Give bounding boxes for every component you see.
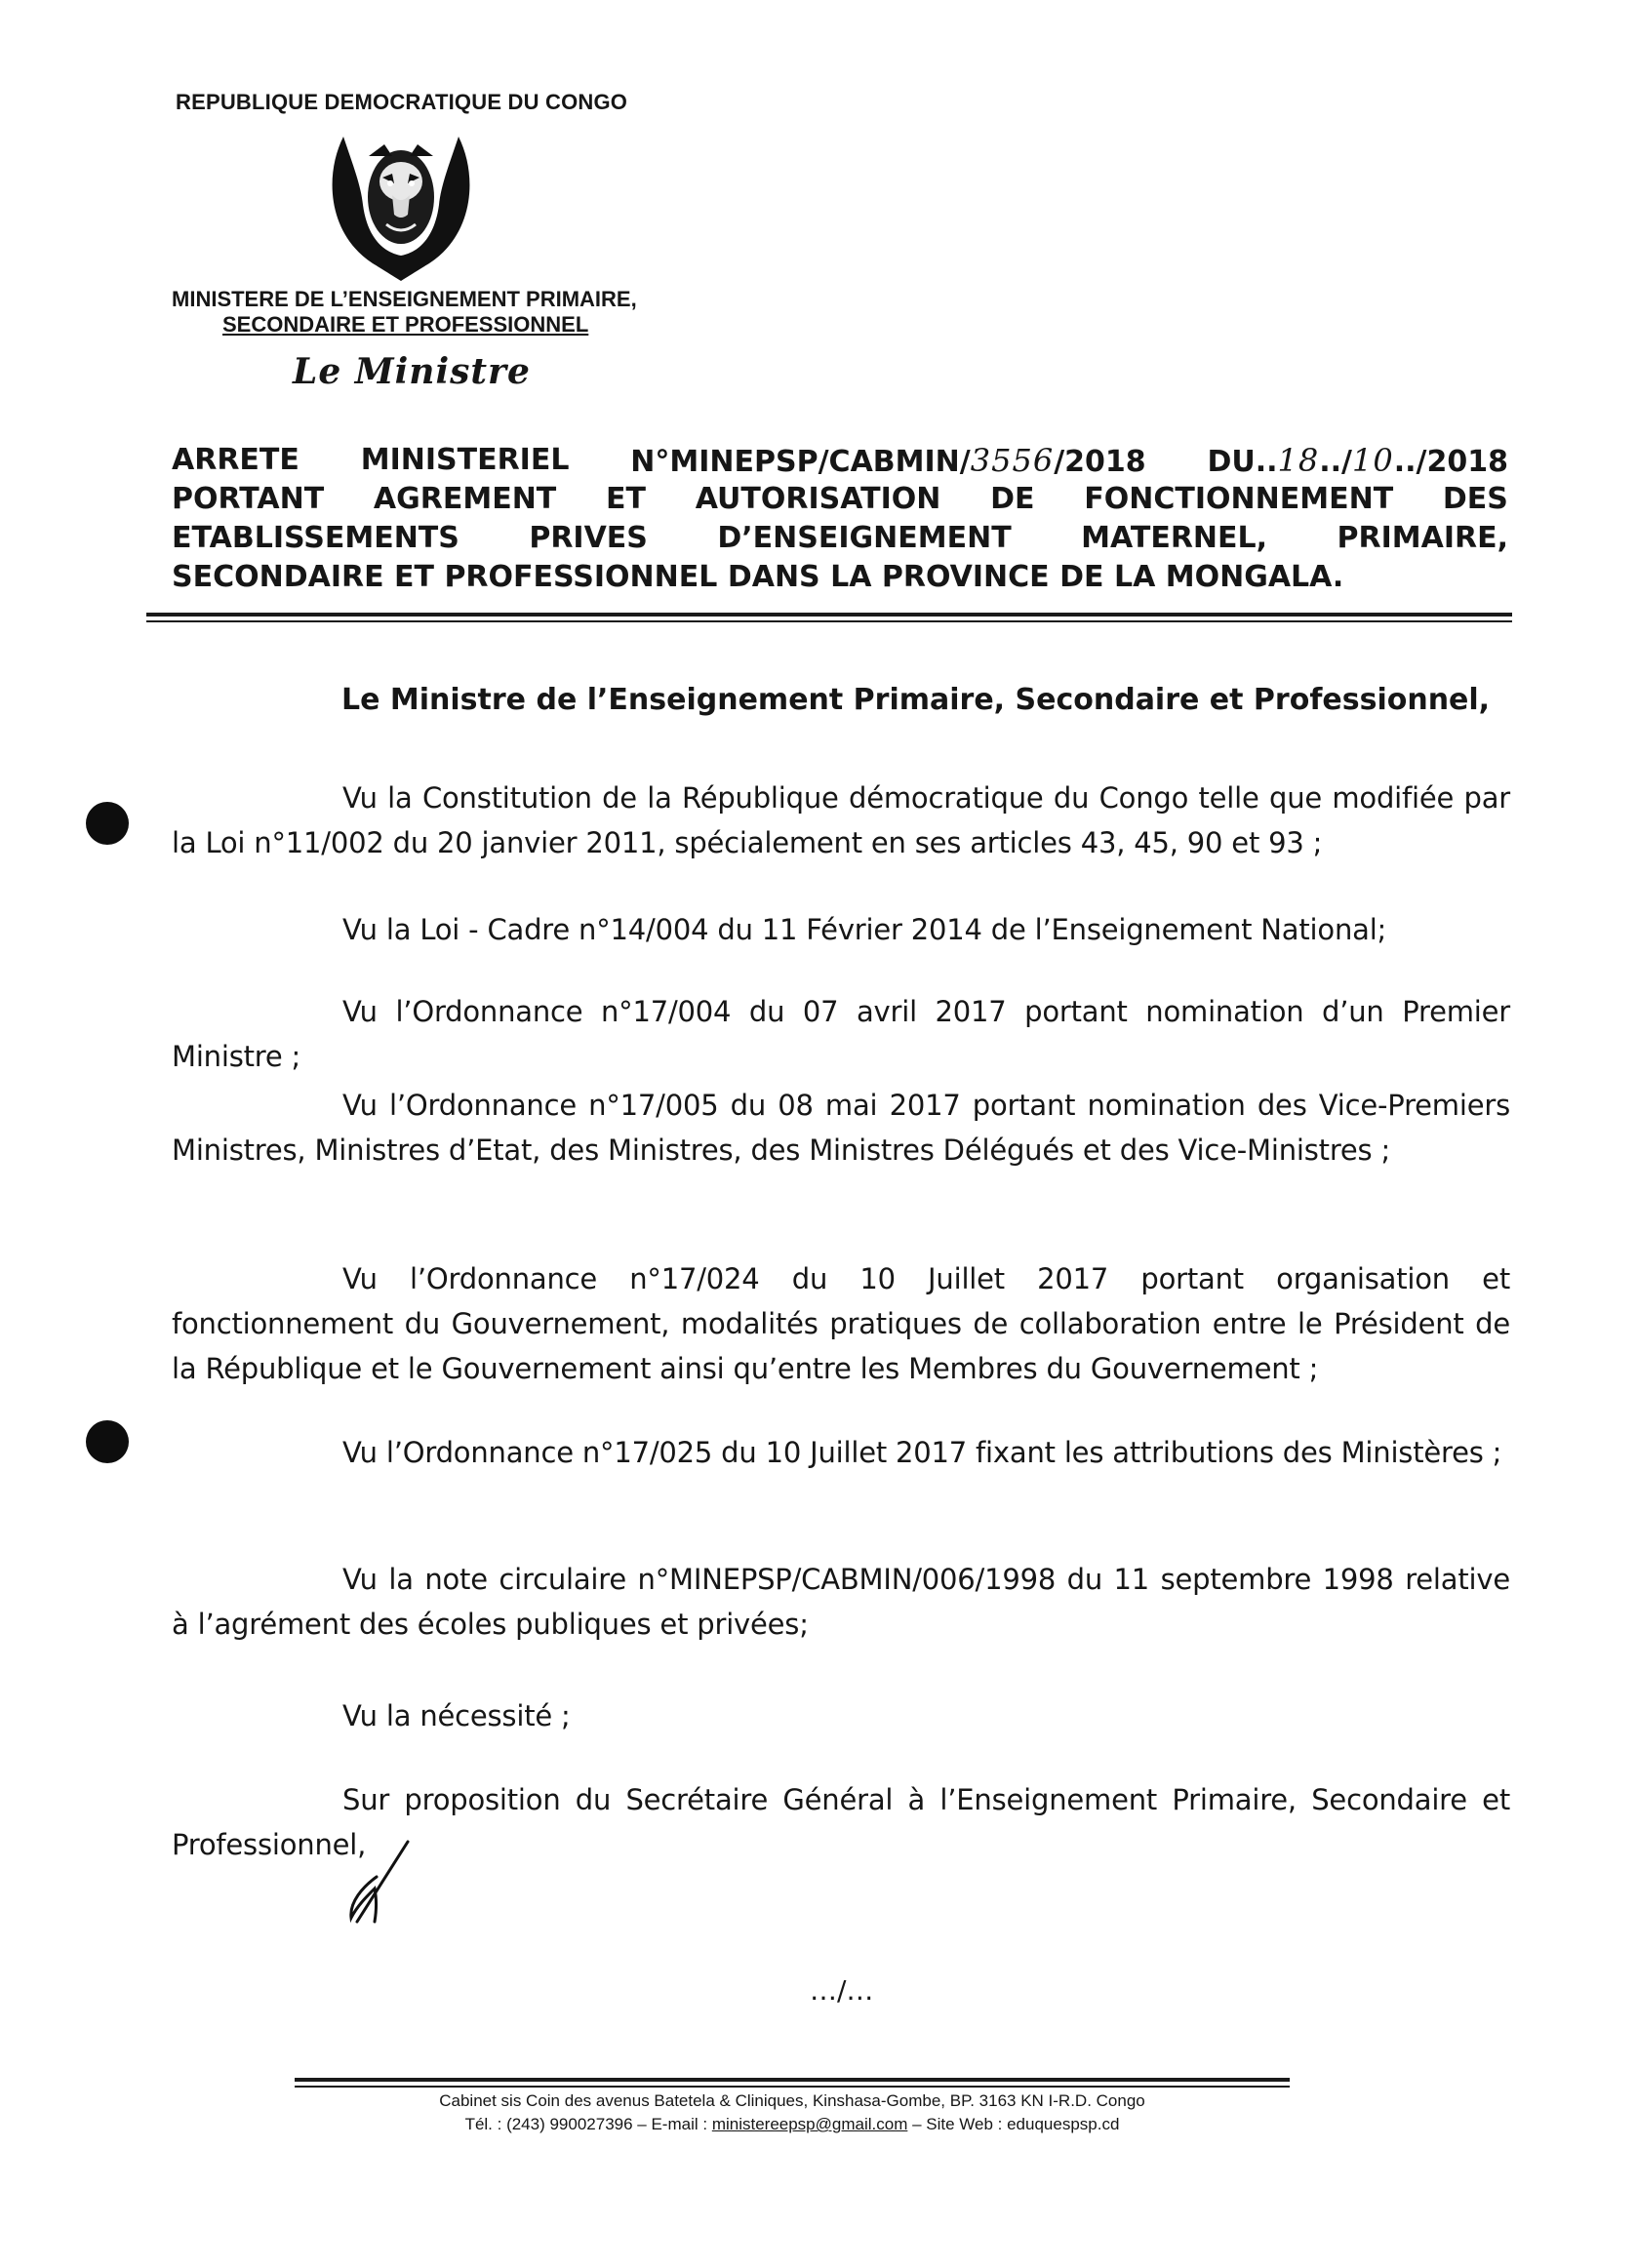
decree-word: ETABLISSEMENTS: [172, 521, 459, 555]
footer-divider-thin: [295, 2086, 1290, 2088]
decree-word: D’ENSEIGNEMENT: [717, 521, 1012, 555]
recital-paragraph: Vu l’Ordonnance n°17/005 du 08 mai 2017 portant nomination des Vice-Premiers Ministres, Ministres d’Etat, des Ministres, des Ministres Délégués et des Vice-Ministres ;: [172, 1089, 1510, 1167]
decree-word: PRIVES: [529, 521, 648, 555]
footer-phone: Tél. : (243) 990027396 – E-mail :: [464, 2115, 712, 2133]
page-continuation: …/…: [810, 1974, 874, 2007]
punch-hole-icon: [86, 1420, 129, 1463]
title-divider: [146, 613, 1512, 617]
decree-line-4: SECONDAIRE ET PROFESSIONNEL DANS LA PROVINCE DE LA MONGALA.: [172, 560, 1344, 594]
footer-email-link[interactable]: ministereepsp@gmail.com: [711, 2115, 908, 2133]
footer-site-label: – Site Web :: [907, 2115, 1008, 2133]
recital-paragraph: Vu l’Ordonnance n°17/025 du 10 Juillet 2017 fixant les attributions des Ministères ;: [342, 1436, 1502, 1469]
preamble-heading: Le Ministre de l’Enseignement Primaire, Secondaire et Professionnel,: [341, 683, 1491, 717]
decree-title: [172, 441, 1508, 597]
decree-line-1: [172, 441, 1508, 480]
footer-website-link[interactable]: eduquespsp.cd: [1007, 2115, 1120, 2133]
recital-paragraph: Vu l’Ordonnance n°17/004 du 07 avril 2017 portant nomination d’un Premier Ministre ;: [172, 995, 1510, 1073]
decree-word: ARRETE: [172, 443, 299, 477]
decree-word: PRIMAIRE,: [1337, 521, 1508, 555]
recital-paragraph: Vu la Loi - Cadre n°14/004 du 11 Février 2014 de l’Enseignement National;: [342, 913, 1387, 946]
ministry-name-line2: SECONDAIRE ET PROFESSIONNEL: [222, 312, 589, 337]
decree-number: N°MINEPSP/CABMIN/3556/2018: [630, 442, 1146, 479]
footer-divider: [295, 2078, 1290, 2082]
recital-paragraph: Vu la Constitution de la République démocratique du Congo telle que modifiée par la Loi n°11/002 du 20 janvier 2011, spécialement en ses articles 43, 45, 90 et 93 ;: [172, 781, 1510, 859]
footer-contact: [295, 2113, 1290, 2136]
recital-paragraph: Vu l’Ordonnance n°17/024 du 10 Juillet 2017 portant organisation et fonctionnement du Gouvernement, modalités pratiques de collaboration entre le Président de la République et le Gouvernement ainsi qu’entre les Membres du Gouvernement ;: [172, 1262, 1510, 1385]
country-name: REPUBLIQUE DEMOCRATIQUE DU CONGO: [176, 90, 628, 114]
punch-hole-icon: [86, 802, 129, 845]
initials-signature-icon: [343, 1838, 412, 1926]
decree-word: DE: [990, 482, 1035, 516]
ministry-name-line1: MINISTERE DE L’ENSEIGNEMENT PRIMAIRE,: [172, 287, 637, 311]
decree-line-3: [172, 519, 1508, 558]
handwritten-month: 10: [1352, 442, 1394, 479]
decree-word: ET: [606, 482, 646, 516]
national-emblem-icon: [324, 127, 478, 283]
decree-word: MINISTERIEL: [360, 443, 570, 477]
minister-title: Le Ministre: [293, 351, 531, 392]
recital-paragraph: Vu la note circulaire n°MINEPSP/CABMIN/006/1998 du 11 septembre 1998 relative à l’agrément des écoles publiques et privées;: [172, 1563, 1510, 1641]
decree-word: FONCTIONNEMENT: [1084, 482, 1394, 516]
recital-paragraph: Sur proposition du Secrétaire Général à l’Enseignement Primaire, Secondaire et Professionnel,: [172, 1783, 1510, 1861]
handwritten-day: 18: [1277, 442, 1320, 479]
decree-word: AGREMENT: [373, 482, 557, 516]
decree-word: MATERNEL,: [1081, 521, 1268, 555]
title-divider-thin: [146, 620, 1512, 622]
footer-address: Cabinet sis Coin des avenus Batetela & Cliniques, Kinshasa-Gombe, BP. 3163 KN I-R.D. Congo: [439, 2091, 1145, 2110]
decree-word: DES: [1442, 482, 1508, 516]
recital-paragraph: Vu la nécessité ;: [342, 1699, 571, 1732]
handwritten-number: 3556: [970, 442, 1055, 479]
decree-line-2: [172, 480, 1508, 519]
decree-word: AUTORISATION: [695, 482, 941, 516]
decree-date: DU..18../10../2018: [1207, 442, 1508, 479]
decree-word: PORTANT: [172, 482, 325, 516]
